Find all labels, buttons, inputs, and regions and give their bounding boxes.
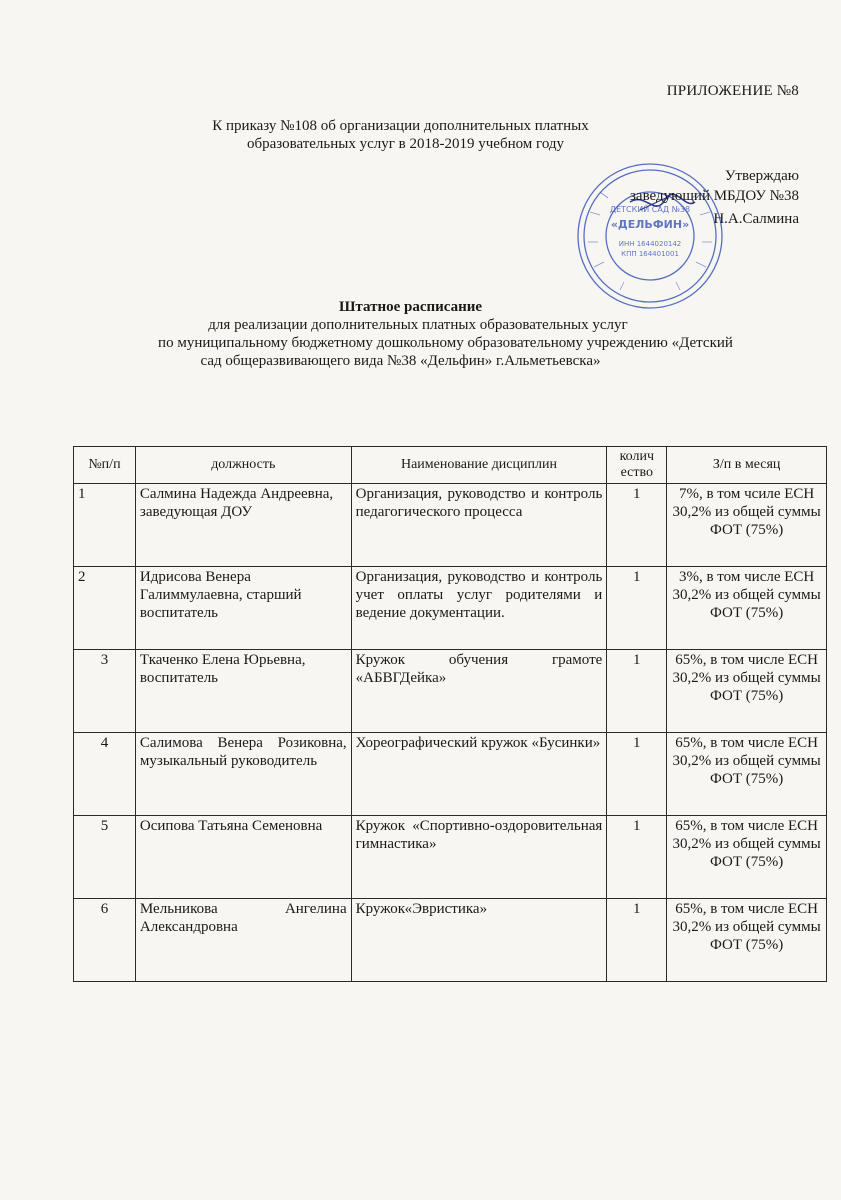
approval-line-3: Н.А.Салмина — [713, 211, 799, 227]
row-number: 5 — [74, 816, 136, 899]
approval-line-1: Утверждаю — [724, 168, 799, 184]
appendix-label: ПРИЛОЖЕНИЕ №8 — [666, 83, 799, 99]
row-discipline: Кружок «Спортивно-оздоровительная гимнастика» — [351, 816, 607, 899]
header-quantity-line-1: колич — [619, 449, 654, 464]
row-salary: 65%, в том числе ЕСН 30,2% из общей суммы ФОТ (75%) — [667, 733, 827, 816]
row-position: Салмина Надежда Андреевна, заведующая ДОУ — [135, 484, 351, 567]
order-line-1: К приказу №108 об организации дополнительных платных — [212, 118, 589, 134]
row-discipline: Организация, руководство и контроль учет оплаты услуг родителями и ведение документации. — [351, 567, 607, 650]
row-position: Осипова Татьяна Семеновна — [135, 816, 351, 899]
row-position: Идрисова Венера Галиммулаевна, старший воспитатель — [135, 567, 351, 650]
row-position: Ткаченко Елена Юрьевна, воспитатель — [135, 650, 351, 733]
row-quantity: 1 — [607, 899, 667, 982]
row-quantity: 1 — [607, 484, 667, 567]
row-number: 1 — [74, 484, 136, 567]
header-discipline: Наименование дисциплин — [351, 447, 607, 484]
table-row — [74, 650, 827, 733]
stamp-name: «ДЕЛЬФИН» — [610, 218, 690, 231]
title-line-3: сад общеразвивающего вида №38 «Дельфин» г.Альметьевска» — [200, 353, 601, 369]
table-row — [74, 899, 827, 982]
row-discipline: Хореографический кружок «Бусинки» — [351, 733, 607, 816]
title-line-2: по муниципальному бюджетному дошкольному образовательному учреждению «Детский — [158, 335, 733, 351]
title-line-1: для реализации дополнительных платных образовательных услуг — [208, 317, 628, 333]
header-position: должность — [135, 447, 351, 484]
row-salary: 65%, в том числе ЕСН 30,2% из общей суммы ФОТ (75%) — [667, 650, 827, 733]
row-salary: 65%, в том числе ЕСН 30,2% из общей суммы ФОТ (75%) — [667, 899, 827, 982]
header-number: №п/п — [74, 447, 136, 484]
stamp-kpp: КПП 164401001 — [621, 250, 679, 258]
row-quantity: 1 — [607, 733, 667, 816]
row-quantity: 1 — [607, 650, 667, 733]
table-row — [74, 484, 827, 567]
row-salary: 3%, в том числе ЕСН 30,2% из общей суммы ФОТ (75%) — [667, 567, 827, 650]
approval-line-2: заведующий МБДОУ №38 — [629, 188, 799, 204]
row-salary: 65%, в том числе ЕСН 30,2% из общей суммы ФОТ (75%) — [667, 816, 827, 899]
stamp-top-text: ДЕТСКИЙ САД №38 — [609, 205, 691, 214]
row-number: 3 — [74, 650, 136, 733]
row-number: 6 — [74, 899, 136, 982]
row-discipline: Кружок обучения грамоте «АБВГДейка» — [351, 650, 607, 733]
row-discipline: Организация, руководство и контроль педагогического процесса — [351, 484, 607, 567]
table-row — [74, 733, 827, 816]
row-position: Мельникова Ангелина Александровна — [135, 899, 351, 982]
row-salary: 7%, в том чсиле ЕСН 30,2% из общей суммы ФОТ (75%) — [667, 484, 827, 567]
table-header-row — [74, 447, 827, 484]
table-row — [74, 567, 827, 650]
row-number: 2 — [74, 567, 136, 650]
row-quantity: 1 — [607, 567, 667, 650]
staff-schedule-table — [73, 446, 827, 982]
document-title-block — [0, 298, 841, 370]
order-line-2: образовательных услуг в 2018-2019 учебном году — [246, 136, 565, 152]
row-position: Салимова Венера Розиковна, музыкальный руководитель — [135, 733, 351, 816]
header-salary: З/п в месяц — [667, 447, 827, 484]
document-heading: Штатное расписание — [338, 299, 483, 315]
approval-block — [630, 166, 799, 229]
header-quantity — [607, 447, 667, 484]
table-row — [74, 816, 827, 899]
stamp-inn: ИНН 1644020142 — [618, 240, 682, 248]
row-quantity: 1 — [607, 816, 667, 899]
row-number: 4 — [74, 733, 136, 816]
order-reference — [0, 117, 841, 153]
row-discipline: Кружок«Эвристика» — [351, 899, 607, 982]
header-quantity-line-2: ество — [620, 465, 653, 480]
